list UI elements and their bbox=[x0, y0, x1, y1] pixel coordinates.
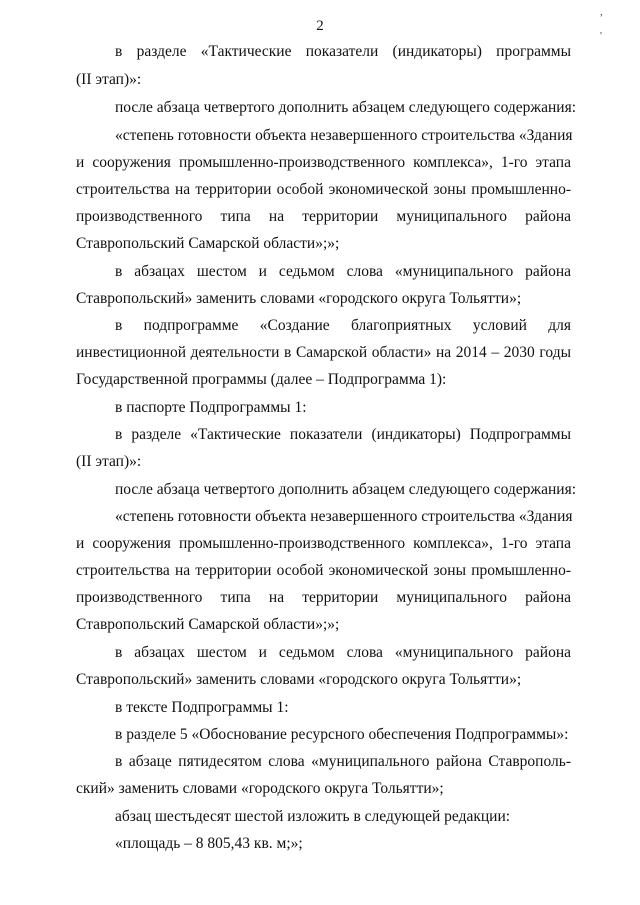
paragraph-line: производственного типа на территории муниципального района bbox=[76, 589, 571, 606]
paragraph-line: строительства на территории особой экономической зоны промышленно- bbox=[76, 181, 571, 198]
paragraph-line: после абзаца четвертого дополнить абзацем следующего содержания: bbox=[115, 481, 577, 498]
paragraph-line: Ставропольский» заменить словами «городского округа Тольятти»; bbox=[76, 290, 522, 307]
paragraph-line: «степень готовности объекта незавершенного строительства «Здания bbox=[115, 508, 573, 525]
paragraph-line: (II этап)»: bbox=[76, 453, 142, 470]
paragraph-line: в абзацах шестом и седьмом слова «муниципального района bbox=[115, 263, 571, 280]
margin-mark: ' bbox=[600, 30, 602, 42]
paragraph-line: Ставропольский Самарской области»;»; bbox=[76, 616, 340, 633]
paragraph-line: в разделе 5 «Обоснование ресурсного обеспечения Подпрограммы»: bbox=[115, 726, 569, 743]
paragraph-line: в абзаце пятидесятом слова «муниципального района Ставрополь- bbox=[115, 753, 571, 770]
paragraph-line: инвестиционной деятельности в Самарской области» на 2014 – 2030 годы bbox=[76, 344, 571, 361]
paragraph-line: ский» заменить словами «городского округа Тольятти»; bbox=[76, 780, 444, 797]
paragraph-line: строительства на территории особой экономической зоны промышленно- bbox=[76, 562, 571, 579]
paragraph-line: в абзацах шестом и седьмом слова «муниципального района bbox=[115, 644, 571, 661]
paragraph-line: производственного типа на территории муниципального района bbox=[76, 208, 571, 225]
paragraph-line: Ставропольский Самарской области»;»; bbox=[76, 235, 340, 252]
paragraph-line: и сооружения промышленно-производственного комплекса», 1-го этапа bbox=[76, 154, 571, 171]
paragraph-line: «степень готовности объекта незавершенного строительства «Здания bbox=[115, 127, 573, 144]
paragraph-line: (II этап)»: bbox=[76, 71, 142, 88]
margin-mark: , bbox=[600, 6, 603, 18]
paragraph-line: в тексте Подпрограммы 1: bbox=[115, 699, 289, 716]
paragraph-line: в подпрограмме «Создание благоприятных условий для bbox=[115, 317, 571, 334]
paragraph-line: в разделе «Тактические показатели (индикаторы) программы bbox=[115, 43, 571, 60]
paragraph-line: после абзаца четвертого дополнить абзацем следующего содержания: bbox=[115, 99, 577, 116]
paragraph-line: «площадь – 8 805,43 кв. м;»; bbox=[115, 835, 303, 852]
paragraph-line: в разделе «Тактические показатели (индикаторы) Подпрограммы bbox=[115, 426, 571, 443]
paragraph-line: абзац шестьдесят шестой изложить в следующей редакции: bbox=[115, 808, 511, 825]
page-number: 2 bbox=[316, 18, 324, 34]
paragraph-line: Ставропольский» заменить словами «городского округа Тольятти»; bbox=[76, 671, 522, 688]
paragraph-line: и сооружения промышленно-производственного комплекса», 1-го этапа bbox=[76, 535, 571, 552]
paragraph-line: Государственной программы (далее – Подпрограмма 1): bbox=[76, 371, 447, 388]
paragraph-line: в паспорте Подпрограммы 1: bbox=[115, 399, 307, 416]
